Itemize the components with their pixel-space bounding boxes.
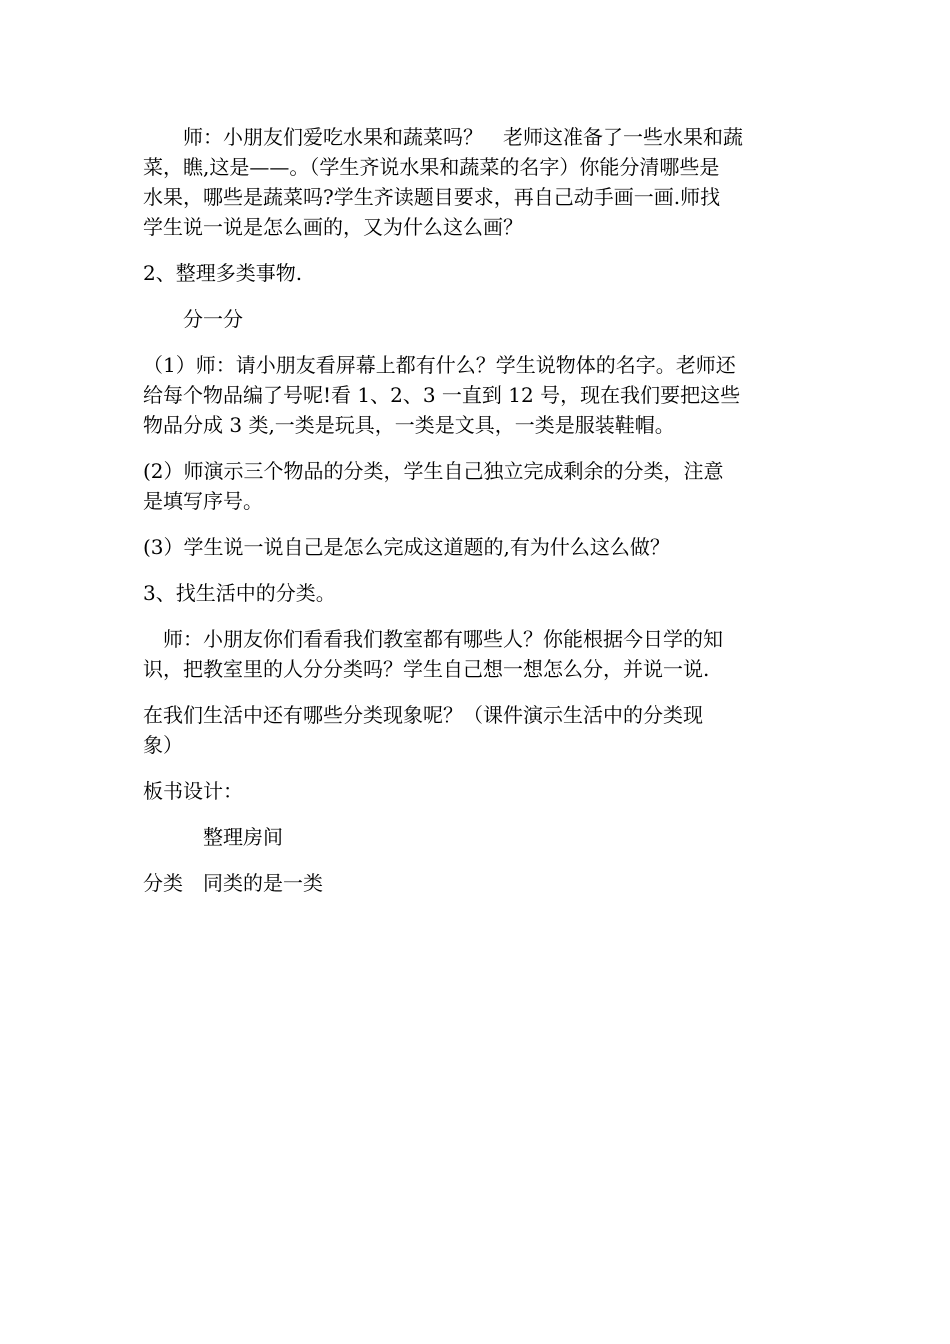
text-line: 给每个物品编了号呢!看 1、2、3 一直到 12 号，现在我们要把这些 [143, 383, 741, 407]
subheading-fen-yi-fen: 分一分 [143, 307, 243, 331]
board-line: 分类 同类的是一类 [143, 871, 323, 895]
paragraph-teacher-fruits [143, 122, 813, 242]
section-heading-3: 3、找生活中的分类。 [143, 581, 336, 605]
text-line: 菜，瞧,这是——。（学生齐说水果和蔬菜的名字）你能分清哪些是 [143, 155, 720, 179]
paragraph-step-2 [143, 456, 813, 516]
paragraph-step-1 [143, 350, 813, 440]
text-line: 师：小朋友你们看看我们教室都有哪些人？你能根据今日学的知 [143, 627, 723, 651]
document-body [143, 122, 813, 898]
text-line: 象） [143, 733, 183, 757]
text-line: 学生说一说是怎么画的，又为什么这么画？ [143, 215, 523, 239]
text-line: 物品分成 3 类,一类是玩具，一类是文具，一类是服装鞋帽。 [143, 413, 675, 437]
paragraph-step-3: (3）学生说一说自己是怎么完成这道题的,有为什么这么做？ [143, 535, 670, 559]
section-heading-2: 2、整理多类事物. [143, 261, 303, 285]
text-line: （1）师：请小朋友看屏幕上都有什么？学生说物体的名字。老师还 [143, 353, 736, 377]
text-line: 在我们生活中还有哪些分类现象呢？（课件演示生活中的分类现 [143, 703, 703, 727]
paragraph-life-classification [143, 700, 813, 760]
text-line: 师：小朋友们爱吃水果和蔬菜吗？ 老师这准备了一些水果和蔬 [143, 125, 743, 149]
text-line: 水果，哪些是蔬菜吗?学生齐读题目要求，再自己动手画一画.师找 [143, 185, 721, 209]
board-title: 整理房间 [143, 825, 283, 849]
board-design-label: 板书设计： [143, 779, 243, 803]
text-line: 是填写序号。 [143, 489, 263, 513]
paragraph-teacher-classroom [143, 624, 813, 684]
text-line: (2）师演示三个物品的分类，学生自己独立完成剩余的分类，注意 [143, 459, 724, 483]
text-line: 识，把教室里的人分分类吗？学生自己想一想怎么分，并说一说. [143, 657, 710, 681]
